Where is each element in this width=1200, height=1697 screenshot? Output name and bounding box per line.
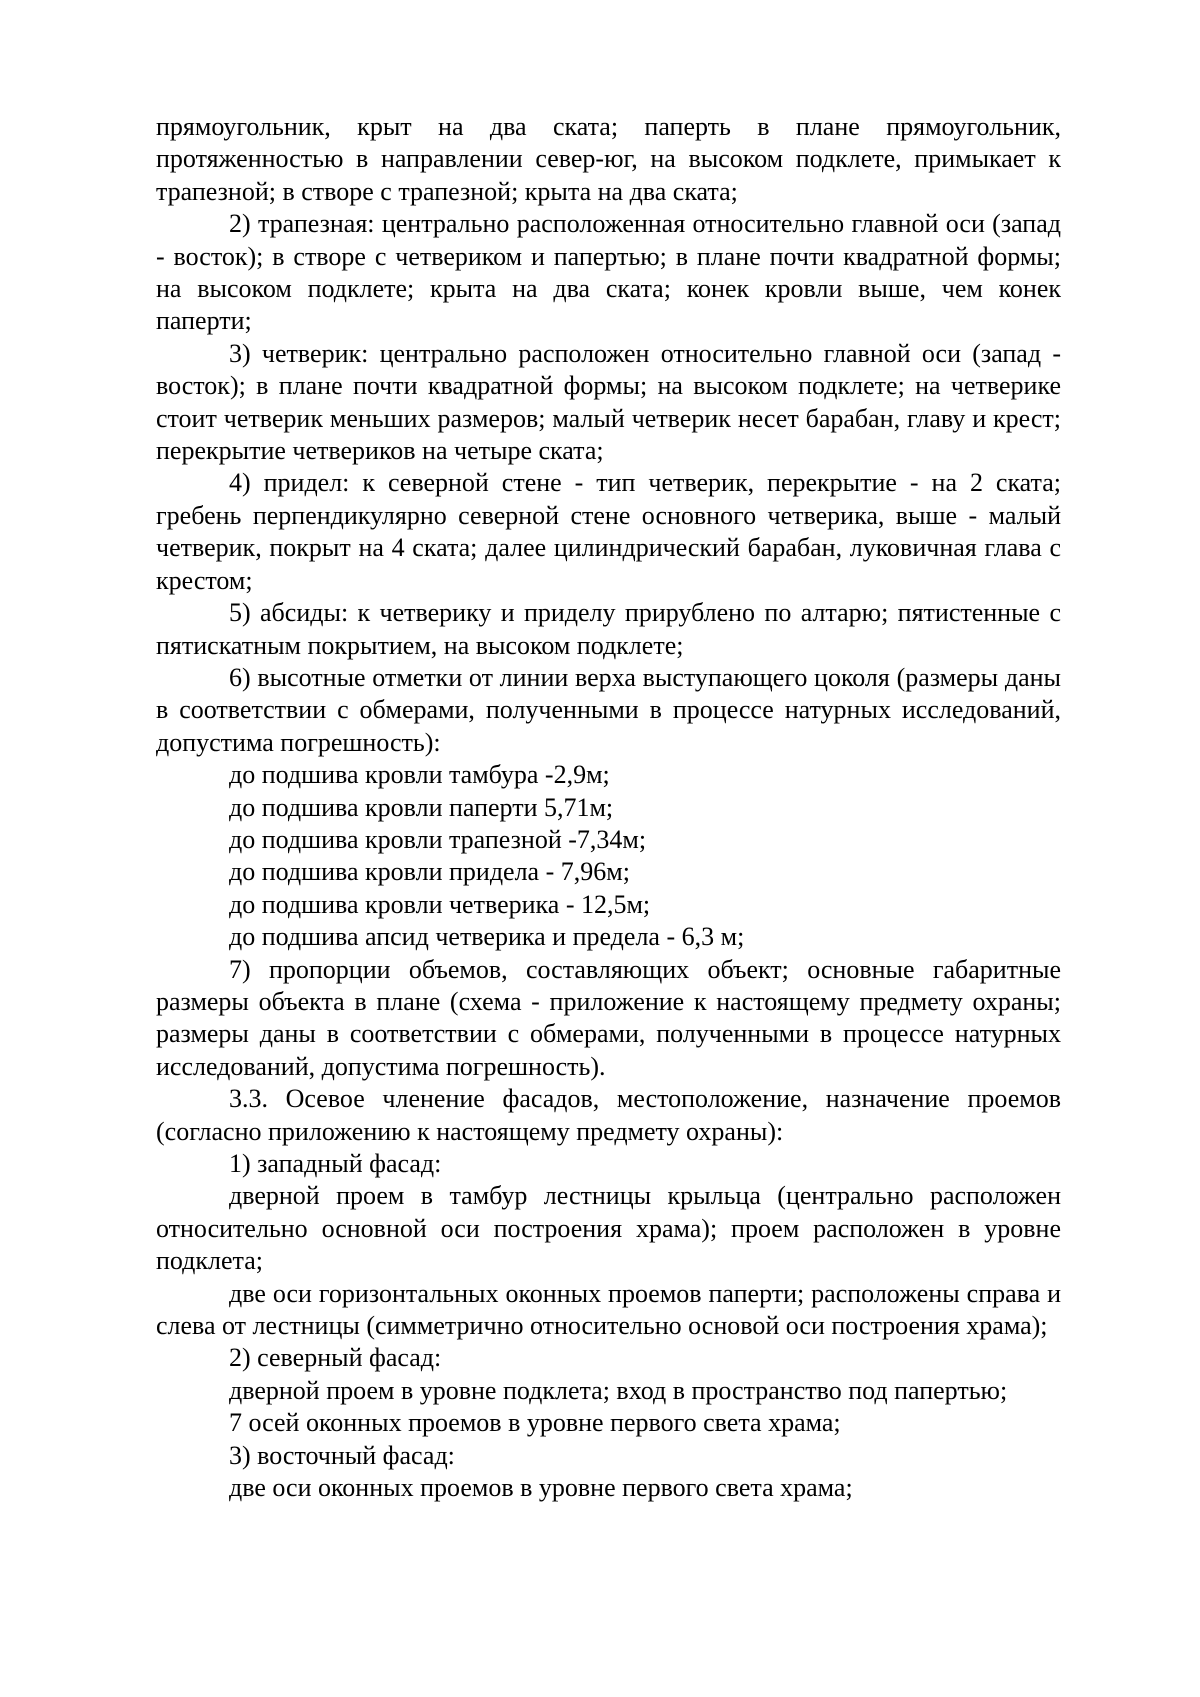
paragraph-chetverik: 3) четверик: центрально расположен относительно главной оси (запад - восток); в плане почти квадратной формы; на высоком подклете; на четверике стоит четверик меньших размеров; малый четверик несет барабан, главу и крест; перекрытие четвериков на четыре ската; [156, 338, 1061, 466]
subheading-north-facade: 2) северный фасад: [229, 1343, 442, 1373]
paragraph-refectory: 2) трапезная: центрально расположенная относительно главной оси (запад - восток); в створе с четвериком и папертью; в плане почти квадратной формы; на высоком подклете; крыта на два ската; конек кровли выше, чем конек паперти; [156, 209, 1061, 336]
height-mark-apses: до подшива апсид четверика и предела - 6,3 м; [229, 922, 745, 952]
height-mark-vestibule: до подшива кровли тамбура -2,9м; [229, 760, 610, 790]
subheading-east-facade: 3) восточный фасад: [229, 1440, 455, 1470]
section-heading-3-3: 3.3. Осевое членение фасадов, местоположение, назначение проемов (согласно приложению к настоящему предмету охраны): [156, 1084, 1061, 1146]
paragraph-west-windows: две оси горизонтальных оконных проемов паперти; расположены справа и слева от лестницы (симметрично относительно основой оси построения храма); [156, 1278, 1061, 1341]
height-mark-porch: до подшива кровли паперти 5,71м; [229, 792, 614, 822]
paragraph-side-chapel: 4) придел: к северной стене - тип четверик, перекрытие - на 2 ската; гребень перпендикулярно северной стене основного четверика, выше - малый четверик, покрыт на 4 ската; далее цилиндрический барабан, луковичная глава с крестом; [156, 468, 1061, 595]
paragraph-proportions: 7) пропорции объемов, составляющих объект; основные габаритные размеры объекта в плане (схема - приложение к настоящему предмету охраны; размеры даны в соответствии с обмерами, полученными в процессе натурных исследований, допустима погрешность). [156, 954, 1061, 1081]
paragraph-height-marks: 6) высотные отметки от линии верха выступающего цоколя (размеры даны в соответствии с обмерами, полученными в процессе натурных исследований, допустима погрешность): [156, 662, 1061, 757]
paragraph-roof-continuation: прямоугольник, крыт на два ската; паперть в плане прямоугольник, протяженностью в направлении север-юг, на высоком подклете, примыкает к трапезной; в створе с трапезной; крыта на два ската; [156, 112, 1061, 206]
subheading-west-facade: 1) западный фасад: [229, 1149, 442, 1178]
paragraph-north-door: дверной проем в уровне подклета; вход в пространство под папертью; [229, 1375, 1008, 1405]
paragraph-north-windows: 7 осей оконных проемов в уровне первого света храма; [229, 1408, 841, 1438]
height-mark-side-chapel: до подшива кровли придела - 7,96м; [229, 857, 630, 887]
paragraph-apses: 5) абсиды: к четверику и приделу прирублено по алтарю; пятистенные с пятискатным покрытием, на высоком подклете; [156, 598, 1061, 660]
document-page [156, 111, 1061, 1504]
height-mark-chetverik: до подшива кровли четверика - 12,5м; [229, 889, 651, 919]
paragraph-west-door: дверной проем в тамбур лестницы крыльца (центрально расположен относительно основной оси построения храма); проем расположен в уровне подклета; [156, 1181, 1061, 1276]
paragraph-east-windows: две оси оконных проемов в уровне первого света храма; [229, 1473, 853, 1503]
height-mark-refectory: до подшива кровли трапезной -7,34м; [229, 824, 647, 854]
